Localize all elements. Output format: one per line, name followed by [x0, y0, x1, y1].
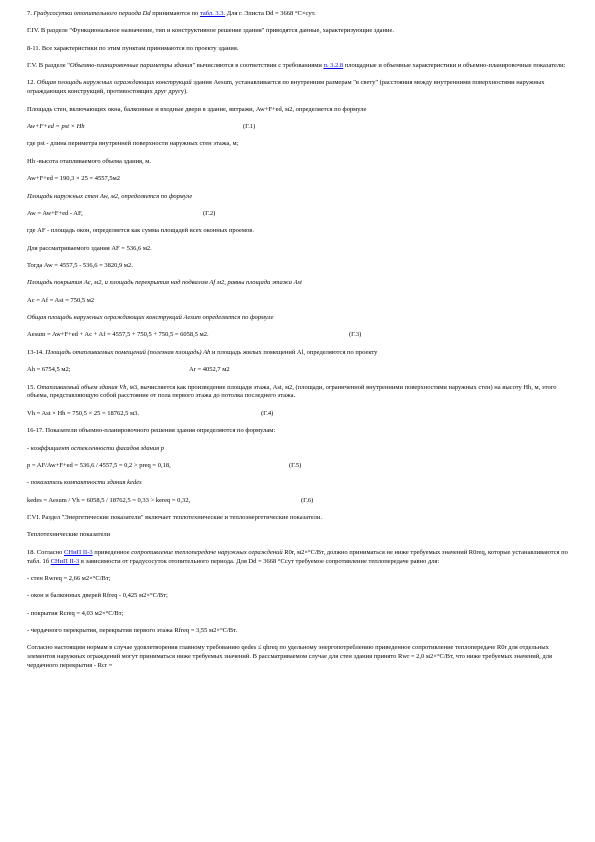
- formula-text: p = AF/Aw+F+ed = 536,6 / 4557,5 = 0,2 > preq = 0,18,: [27, 461, 171, 469]
- term-italic: Отапливаемый объем здания Vh: [36, 383, 127, 391]
- formula-ah-ar: [27, 366, 568, 375]
- text-span: принимаются по: [150, 10, 200, 17]
- paragraph-wall-area: Площадь стен, включающих окна, балконные и входные двери в здание, витражи, Aw+F+ed, м2, определяется по формуле: [27, 105, 367, 113]
- item-number: 7.: [27, 10, 34, 17]
- formula-ac-af-value: Ac = Af = Ast = 750,5 м2: [27, 296, 95, 304]
- paragraph-15: [27, 384, 568, 402]
- text-span: в зависимости от градусосуток отопительного периода. Для Dd = 3668 °Ссут требуемое сопротивление теплопередаче равно для:: [79, 557, 440, 565]
- list-item-windows: - окон и балконных дверей Rfreq - 0,425 м2×°С/Вт;: [27, 592, 168, 600]
- link-clause-3-2-8[interactable]: п. 3.2.8: [323, 62, 344, 70]
- paragraph-glazing: - коэффициент остекленности фасадов здания p: [27, 444, 165, 452]
- paragraph-g5: [27, 62, 568, 71]
- formula-aw-value: Тогда Aw = 4557,5 - 536,6 = 3820,9 м2.: [27, 262, 133, 269]
- formula-number: (Г.3): [349, 331, 362, 339]
- formula-g6: [27, 497, 568, 506]
- formula-g4: [27, 410, 568, 419]
- text-span: и площадь жилых помещений Al, определяются по проекту: [210, 348, 378, 356]
- paragraph-12: [27, 79, 568, 97]
- formula-text: Aesum = Aw+F+ed + Ac + Af = 4557,5 + 750,5 + 750,5 = 6058,5 м2.: [27, 331, 209, 339]
- link-snip-ii-3[interactable]: СНиП II-3: [64, 548, 93, 556]
- term-italic: Площадь отапливаемых помещений (полезная площадь) Ah: [45, 348, 211, 356]
- text-span: 18. Согласно: [27, 548, 65, 556]
- paragraph-pst: где pst - длина периметра внутренней поверхности наружных стен этажа, м;: [27, 140, 239, 148]
- link-table-3-3[interactable]: табл. 3.3.: [199, 10, 226, 17]
- item-number: 12.: [27, 79, 37, 87]
- list-item-roof: - покрытия Rcreq = 4,03 м2×°С/Вт;: [27, 609, 124, 617]
- document-body: [27, 10, 568, 680]
- paragraph-compactness: - показатель компактности здания kedes: [27, 479, 142, 487]
- term-italic: Общая площадь наружных ограждающих конструкций: [36, 79, 192, 87]
- formula-g2: [27, 210, 568, 219]
- formula-number: (Г.4): [261, 409, 274, 417]
- formula-text: Aw+F+ed = pst × Hh: [27, 123, 85, 131]
- list-item-attic-floor: - чердачного перекрытия, перекрытия первого этажа Rfreq = 3,55 м2×°С/Вт.: [27, 627, 238, 635]
- paragraph-ac-af: Площадь покрытия Ac, м2, и площадь перекрытия над подвалом Af м2, равны площади этажа Ast: [27, 279, 302, 287]
- paragraph-18: [27, 549, 568, 567]
- paragraph-16-17: 16-17. Показатели объемно-планировочного решения здания определяются по формулам:: [27, 427, 276, 435]
- list-item-walls: - стен Rwreq = 2,66 м2×°С/Вт;: [27, 575, 111, 583]
- text-span: площадные и объемные характеристики и объемно-планировочные показатели:: [343, 62, 566, 70]
- paragraph-hh: Hh -высота отапливаемого объема здания, м.: [27, 157, 152, 165]
- paragraph-g6: Г.VI. Раздел "Энергетические показатели" включает теплотехнические и теплоэнергетические показатели.: [27, 514, 322, 521]
- formula-number: (Г.6): [301, 496, 314, 504]
- text-span: приведенное: [92, 548, 132, 556]
- text-span: " вычисляются в соответствии с требованиями: [192, 62, 324, 70]
- formula-g3: [27, 331, 568, 340]
- formula-text: Ah = 6754,5 м2;: [27, 366, 71, 374]
- formula-text: Vh = Ast × Hh = 750,5 × 25 = 18762,5 м3.: [27, 409, 140, 417]
- item-number: 15.: [27, 383, 37, 391]
- text-span: Г.V. В разделе ": [27, 62, 70, 70]
- formula-wall-area-value: Aw+F+ed = 190,3 × 25 = 4557,5м2: [27, 175, 120, 183]
- text-span: , м3, вычисляется как произведение площади этажа, Ast, м2, (площади, ограниченной внутренними поверхностями наружных стен) на высоту Hh, м, этого объема, представляющую собой расстояние от пола первого этажа до потолка последнего этажа.: [27, 383, 559, 400]
- text-span: Для г. Элиста Dd = 3668 °С×сут.: [225, 10, 316, 17]
- paragraph-7: [27, 10, 568, 19]
- paragraph-8-11: 8-11. Все характеристики по этим пунктам принимаются по проекту здания.: [27, 44, 239, 52]
- paragraph-af: где AF - площадь окон, определяется как сумма площадей всех оконных проемов.: [27, 227, 254, 235]
- paragraph-aesum: Общая площадь наружных ограждающих конструкций Aesum определяется по формуле: [27, 314, 274, 322]
- section-heading-thermal: Теплотехнические показатели: [27, 531, 111, 539]
- text-span: R0r, м2×°С/Вт, должно приниматься не ниже требуемых значений R0req, которые устанавливаются по табл. 1б: [27, 548, 570, 565]
- formula-g1: [27, 123, 568, 132]
- term-italic: сопротивление теплопередаче наружных ограждений: [131, 548, 283, 556]
- formula-g5: [27, 462, 568, 471]
- paragraph-af-value: Для рассматриваемого здания AF = 536,6 м2.: [27, 244, 152, 252]
- term-italic: Градусосутки отопительного периода Dd: [33, 10, 151, 17]
- paragraph-g4: Г.IV. В разделе "Функциональное назначение, тип и конструктивное решение здания" приводятся данные, характеризующие здание.: [27, 27, 394, 35]
- paragraph-norms: Согласно настоящим нормам в случае удовлетворения главному требованию qedes ≤ qhreq по удельному энергопотреблению приведенное сопротивление теплопередаче R0r для отдельных элементов наружных ограждений могут приниматься ниже требуемых значений. В рассматриваемом случае для стен здания принято Rwr = 2,0 м2×°С/Вт, что ниже требуемых значений, для чердачного перекрытия - Rcr =: [27, 644, 554, 670]
- text-span: здания Aesum, устанавливается по внутренним размерам "в свету" (расстояния между внутренними поверхностями наружных ограждающих конструкций, противостоящих друг другу).: [27, 79, 547, 96]
- formula-text: kedes = Aesum / Vh = 6058,5 / 18762,5 = 0,33 > kereq = 0,32,: [27, 496, 191, 504]
- link-snip-ii-3[interactable]: СНиП II-3: [50, 557, 80, 565]
- formula-number: (Г.1): [243, 123, 256, 131]
- term-italic: Объемно-планировочные параметры здания: [69, 62, 193, 70]
- formula-text: Aw = Aw+F+ed - AF,: [27, 209, 83, 217]
- formula-number: (Г.5): [289, 461, 302, 469]
- formula-text: Ar = 4052,7 м2: [189, 366, 230, 374]
- formula-number: (Г.2): [203, 209, 216, 217]
- paragraph-aw: Площадь наружных стен Aw, м2, определяется по формуле: [27, 192, 193, 200]
- item-number: 13-14.: [27, 348, 46, 356]
- paragraph-13-14: [27, 349, 568, 358]
